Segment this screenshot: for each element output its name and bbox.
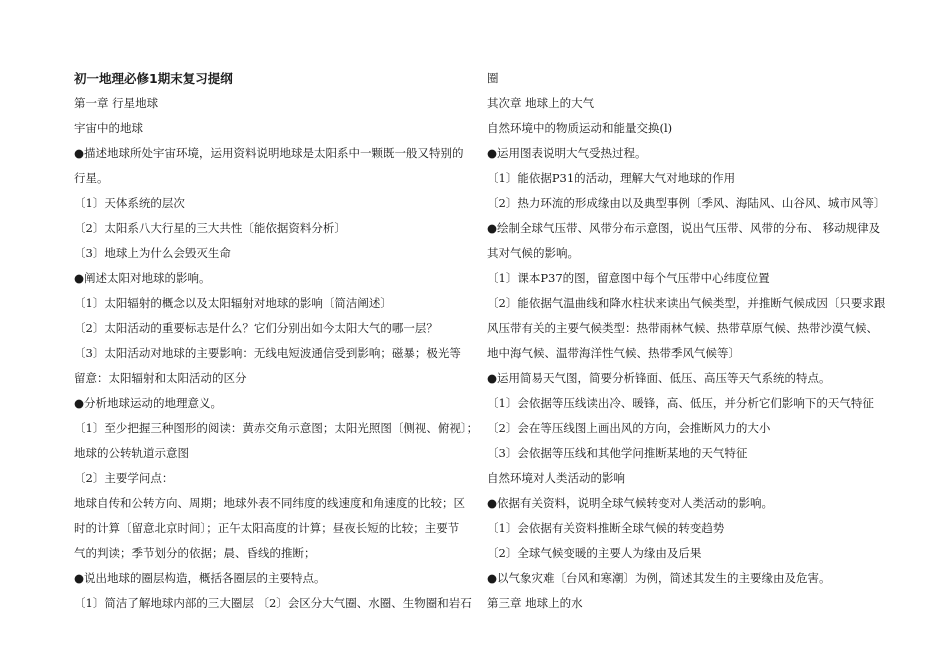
text-line: 〔2〕热力环流的形成缘由以及典型事例〔季风、海陆风、山谷风、城市风等〕 bbox=[487, 196, 886, 210]
text-line: 其次章 地球上的大气 bbox=[487, 96, 595, 110]
text-line: 〔2〕能依据气温曲线和降水柱状来读出气候类型，并推断气候成因〔只要求跟 bbox=[487, 296, 886, 310]
text-line: 〔2〕会在等压线图上画出风的方向，会推断风力的大小 bbox=[487, 421, 771, 435]
left-column bbox=[74, 66, 479, 616]
text-line: ●分析地球运动的地理意义。 bbox=[74, 396, 223, 410]
text-line: 行星。 bbox=[74, 171, 109, 185]
text-line: 其对气候的影响。 bbox=[487, 246, 579, 260]
text-line: 风压带有关的主要气候类型：热带雨林气候、热带草原气候、热带沙漠气候、 bbox=[487, 321, 878, 335]
text-line: 〔1〕简洁了解地球内部的三大圈层 〔2〕会区分大气圈、水圈、生物圈和岩石 bbox=[74, 596, 472, 610]
text-line: ●绘制全球气压带、风带分布示意图，说出气压带、风带的分布、 移动规律及 bbox=[487, 221, 881, 235]
text-line: 〔1〕课本P37的图，留意图中每个气压带中心纬度位置 bbox=[487, 271, 770, 285]
text-line: 圈 bbox=[487, 71, 499, 85]
text-line: 〔3〕地球上为什么会毁灭生命 bbox=[74, 246, 231, 260]
text-line: 〔1〕至少把握三种图形的阅读：黄赤交角示意图；太阳光照图〔侧视、俯视〕； bbox=[74, 421, 479, 435]
text-line: 〔1〕会依据有关资料推断全球气候的转变趋势 bbox=[487, 521, 725, 535]
text-line: 〔1〕能依据P31的活动，理解大气对地球的作用 bbox=[487, 171, 736, 185]
text-line: 地中海气候、温带海洋性气候、热带季风气候等〕 bbox=[487, 346, 740, 360]
text-line: 〔3〕会依据等压线和其他学问推断某地的天气特征 bbox=[487, 446, 748, 460]
text-line: 〔3〕太阳活动对地球的主要影响：无线电短波通信受到影响；磁暴；极光等 bbox=[74, 346, 461, 360]
text-line: 气的判读；季节划分的依据；晨、昏线的推断； bbox=[74, 546, 316, 560]
text-line: 自然环境中的物质运动和能量交换(l) bbox=[487, 121, 673, 135]
text-line: ●描述地球所处宇宙环境，运用资料说明地球是太阳系中一颗既一般又特别的 bbox=[74, 146, 464, 160]
text-line: 〔1〕会依据等压线读出冷、暖锋，高、低压，并分析它们影响下的天气特征 bbox=[487, 396, 874, 410]
text-line: 地球自传和公转方向、周期；地球外表不同纬度的线速度和角速度的比较；区 bbox=[74, 496, 465, 510]
text-line: ●说出地球的圈层构造，概括各圈层的主要特点。 bbox=[74, 571, 326, 585]
text-line: 第一章 行星地球 bbox=[74, 96, 159, 110]
text-line: ●以气象灾难〔台风和寒潮〕为例，简述其发生的主要缘由及危害。 bbox=[487, 571, 831, 585]
text-line: ●阐述太阳对地球的影响。 bbox=[74, 271, 211, 285]
text-line: 〔2〕太阳活动的重要标志是什么？它们分别出如今太阳大气的哪一层？ bbox=[74, 321, 438, 335]
text-line: 第三章 地球上的水 bbox=[487, 596, 583, 610]
text-line: 〔2〕主要学问点： bbox=[74, 471, 174, 485]
text-line: ●依据有关资料，说明全球气候转变对人类活动的影响。 bbox=[487, 496, 774, 510]
text-line: 时的计算〔留意北京时间〕；正午太阳高度的计算；昼夜长短的比较；主要节 bbox=[74, 521, 460, 535]
left-lines bbox=[74, 91, 479, 616]
text-line: 〔1〕天体系统的层次 bbox=[74, 196, 185, 210]
text-line: 〔2〕全球气候变暖的主要人为缘由及后果 bbox=[487, 546, 702, 560]
text-line: 留意：太阳辐射和太阳活动的区分 bbox=[74, 371, 247, 385]
text-line: ●运用简易天气图，简要分析锋面、低压、高压等天气系统的特点。 bbox=[487, 371, 831, 385]
text-line: 〔1〕太阳辐射的概念以及太阳辐射对地球的影响〔简洁阐述〕 bbox=[74, 296, 392, 310]
text-line: 地球的公转轨道示意图 bbox=[74, 446, 189, 460]
document-title: 初一地理必修1期末复习提纲 bbox=[74, 71, 233, 86]
text-line: 自然环境对人类活动的影响 bbox=[487, 471, 625, 485]
right-column bbox=[487, 66, 892, 616]
text-line: 〔2〕太阳系八大行星的三大共性〔能依据资料分析〕 bbox=[74, 221, 346, 235]
text-line: ●运用图表说明大气受热过程。 bbox=[487, 146, 647, 160]
text-line: 宇宙中的地球 bbox=[74, 121, 143, 135]
